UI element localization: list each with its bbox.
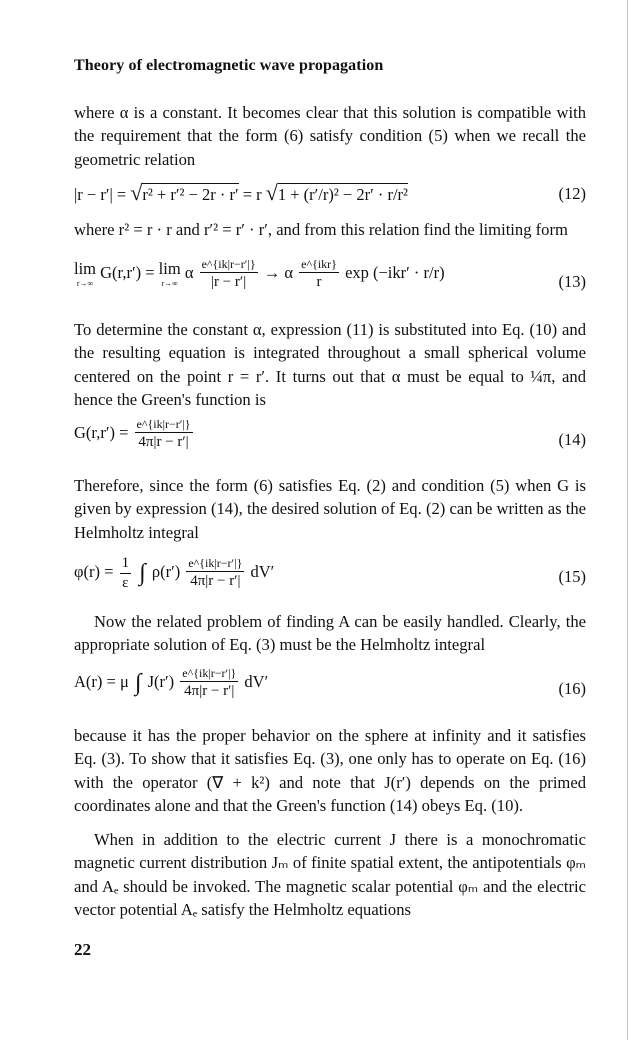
eq13-fraction-2: $\frac{\text{e\textasciicircum{}\{ikr\}}}{r}$ <box>301 257 337 291</box>
equation-12-number: (12) <box>558 184 586 203</box>
eq15-differential: dV′ <box>250 561 275 581</box>
eq12-lhs: |r − r′| = <box>74 185 131 204</box>
page-edge-divider <box>627 0 628 1040</box>
eq15-fraction: $\frac{e\^{}\{ik|r-r'|\}}{4\pi|r - r'|}$ <box>188 555 243 589</box>
integral-sign: ∫ <box>134 669 142 696</box>
eq13-tail: exp (−ikr′ · r/r) <box>345 263 445 283</box>
equation-15-body <box>74 555 274 591</box>
paragraph-7: When in addition to the electric current J there is a monochromatic magnetic current distribution Jₘ of finite spatial extent, the antipotentials φₘ and Aₑ should be invoked. The magnetic scalar potential φₘ and the electric vector potential Aₑ satisfy the Helmholtz equations <box>74 830 586 919</box>
limit-operator: lim r→∞ <box>74 258 97 289</box>
eq15-lhs: φ(r) = <box>74 561 118 581</box>
integral-sign: ∫ <box>139 559 146 586</box>
running-head: Theory of electromagnetic wave propagation <box>74 57 384 74</box>
eq14-lhs: G(r,r′) = <box>74 423 133 443</box>
equation-13 <box>74 258 586 308</box>
paragraph-1: where α is a constant. It becomes clear that this solution is compatible with the requirement that the form (6) satisfy condition (5) when we recall the geometric relation <box>74 103 586 169</box>
eq13-fraction-1: $\frac{e\^{}\{ik|r-r'|\}}{|r - r'|}$ <box>201 257 256 291</box>
eq16-fraction: $\frac{e\^{}\{ik|r-r'|\}}{4\pi|r - r'|}$ <box>182 666 237 700</box>
eq12-mid: = r <box>238 185 266 204</box>
limit-operator: lim r→∞ <box>158 258 181 289</box>
paragraph-4: Therefore, since the form (6) satisfies Eq. (2) and condition (5) when G is given by expression (14), the desired solution of Eq. (2) can be written as the Helmholtz integral <box>74 476 586 542</box>
equation-16 <box>74 667 586 715</box>
equation-13-number: (13) <box>558 272 586 291</box>
paragraph-5: Now the related problem of finding A can be easily handled. Clearly, the appropriate solution of Eq. (3) must be the Helmholtz integral <box>74 612 586 655</box>
equation-14-body <box>74 418 195 451</box>
equation-14-number: (14) <box>558 430 586 449</box>
equation-14 <box>74 418 586 466</box>
equation-15-number: (15) <box>558 567 586 586</box>
equation-16-body <box>74 667 268 700</box>
eq14-fraction: $\frac{e\^{}\{ik|r-r'|\}}{4\pi|r - r'|}$ <box>136 417 191 451</box>
eq13-alpha: α <box>184 263 194 283</box>
eq15-integrand: ρ(r′) <box>151 561 181 581</box>
eq16-lhs: A(r) = μ <box>74 672 129 692</box>
sqrt-symbol: √ <box>265 180 278 205</box>
paragraph-2: where r² = r · r and r′² = r′ · r′, and from this relation find the limiting form <box>74 220 568 239</box>
paragraph-3: To determine the constant α, expression (11) is substituted into Eq. (10) and the resulting equation is integrated throughout a small spherical volume centered on the point r = r′. It turns out that α must be equal to ¼π, and hence the Green's function is <box>74 320 586 409</box>
equation-15 <box>74 555 586 603</box>
equation-13-body <box>74 258 445 291</box>
eq13-lhs: G(r,r′) = <box>100 263 159 283</box>
eq16-integrand: J(r′) <box>147 672 175 692</box>
paragraph-6: because it has the proper behavior on the sphere at infinity and it satisfies Eq. (3). To show that it satisfies Eq. (3), one only has to operate on Eq. (16) with the operator (∇ + k²) and note that J(r′) depends on the primed coordinates alone and that the Green's function (14) obeys Eq. (10). <box>74 726 586 815</box>
equation-12 <box>74 178 586 218</box>
equation-12-body <box>74 180 408 206</box>
page-number: 22 <box>74 940 91 959</box>
eq13-arrow: → α <box>263 263 293 283</box>
sqrt-symbol: √ <box>130 180 143 205</box>
eq12-radicand-1: r² + r′² − 2r · r′ <box>142 185 239 204</box>
eq12-radicand-2: 1 + (r′/r)² − 2r′ · r/r² <box>277 185 408 204</box>
equation-16-number: (16) <box>558 679 586 698</box>
eq15-coefficient: $\frac{1}{\varepsilon}$ <box>121 555 130 591</box>
eq16-differential: dV′ <box>244 672 269 692</box>
